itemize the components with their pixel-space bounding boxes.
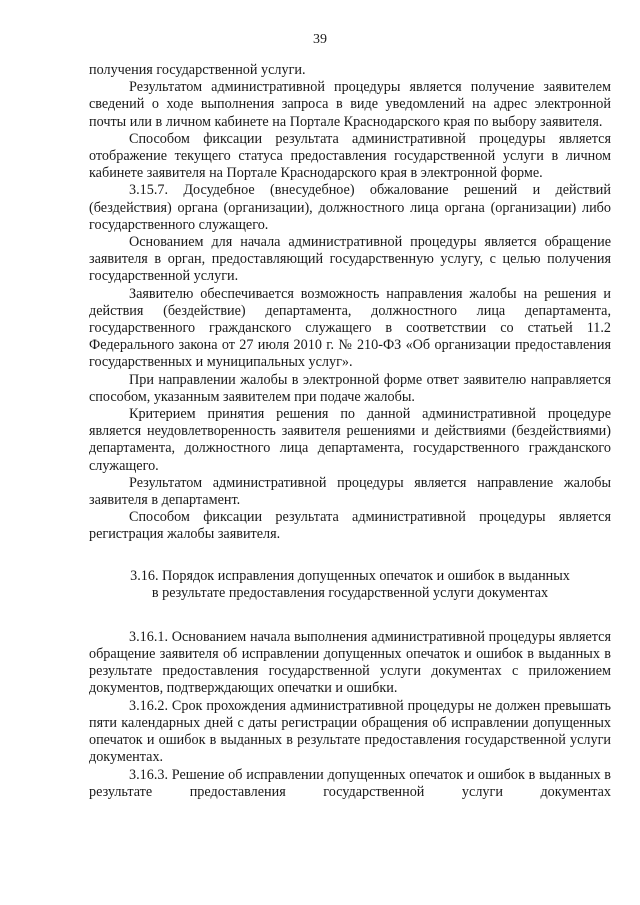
paragraph: Способом фиксации результата административной процедуры является отображение текущего статуса предоставления государственной услуги в личном кабинете заявителя на Портале Краснодарского края в электронной форме. — [89, 130, 611, 182]
paragraph: Результатом административной процедуры является получение заявителем сведений о ходе выполнения запроса в виде уведомлений на адрес электронной почты или в личном кабинете на Портале Краснодарского края по выбору заявителя. — [89, 79, 611, 130]
section-heading — [89, 568, 611, 603]
paragraph: Способом фиксации результата административной процедуры является регистрация жалобы заявителя. — [89, 509, 611, 543]
paragraph: 3.15.7. Досудебное (внесудебное) обжалование решений и действий (бездействия) органа (организации), должностного лица органа (организации) либо государственного служащего. — [89, 182, 611, 233]
section-heading-line: 3.16. Порядок исправления допущенных опечаток и ошибок в выданных — [130, 567, 570, 584]
paragraph: 3.16.2. Срок прохождения административной процедуры не должен превышать пяти календарных дней с даты регистрации обращения об исправлении допущенных опечаток и ошибок в выданных в результате предоставления государственной услуги документах. — [89, 697, 611, 766]
paragraph: 3.16.1. Основанием начала выполнения административной процедуры является обращение заявителя об исправлении допущенных опечаток и ошибок в выданных в результате предоставления государственной услуги документах с приложением документов, подтверждающих опечатки и ошибки. — [89, 628, 611, 697]
paragraph: 3.16.3. Решение об исправлении допущенных опечаток и ошибок в выданных в результате предоставления государственной услуги документах — [89, 766, 611, 800]
document-body — [89, 62, 611, 801]
paragraph: Основанием для начала административной процедуры является обращение заявителя в орган, предоставляющий государственную услугу, с целью получения государственной услуги. — [89, 234, 611, 285]
paragraph: Результатом административной процедуры является направление жалобы заявителя в департамент. — [89, 474, 611, 509]
section-heading-line: в результате предоставления государственной услуги документах — [151, 585, 549, 602]
paragraph: получения государственной услуги. — [89, 62, 306, 78]
paragraph: При направлении жалобы в электронной форме ответ заявителю направляется способом, указанным заявителем при подаче жалобы. — [89, 371, 611, 405]
paragraph: Критерием принятия решения по данной административной процедуре является неудовлетворенность заявителя решениями и действиями (бездействиями) департамента, должностного лица департамента, государственного гражданского служащего. — [89, 406, 611, 474]
paragraph: Заявителю обеспечивается возможность направления жалобы на решения и действия (бездействие) департамента, должностного лица департамента, государственного гражданского служащего в соответствии со статьей 11.2 Федерального закона от 27 июля 2010 г. № 210-ФЗ «Об организации предоставления государственных и муниципальных услуг». — [89, 285, 611, 371]
page-number: 39 — [313, 32, 327, 47]
